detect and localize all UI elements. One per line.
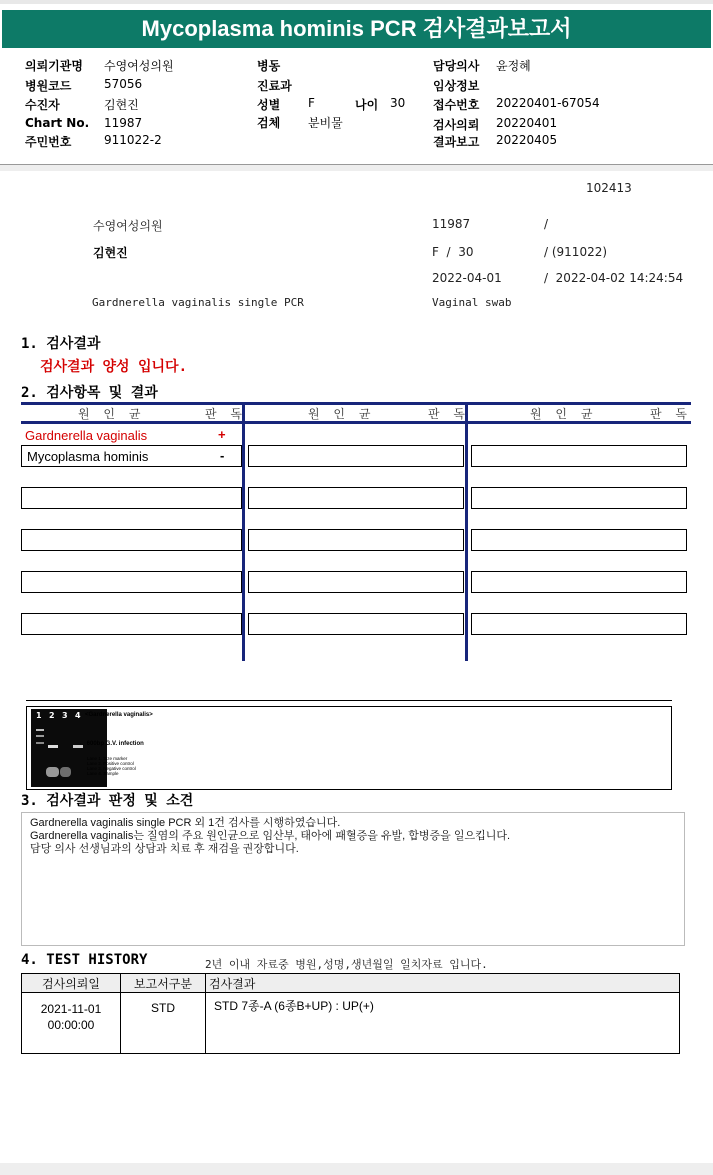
gel-band: [36, 735, 44, 737]
summary-birth: / (911022): [544, 245, 608, 259]
result-cell: [248, 613, 464, 635]
request-value: 20220401: [496, 116, 558, 130]
patient-label: 수진자: [25, 98, 60, 112]
pathogen-row-2-result: -: [220, 448, 225, 463]
report-code: 102413: [586, 181, 632, 195]
doctor-label: 담당의사: [433, 59, 480, 73]
history-date: 2021-11-01: [40, 1002, 102, 1016]
top-strip: [0, 0, 713, 4]
section3-title: 3. 검사결과 판정 및 소견: [21, 793, 194, 809]
hospital-code-value: 57056: [104, 77, 143, 91]
summary-clinic: 수영여성의원: [93, 219, 163, 233]
receipt-label: 접수번호: [433, 98, 480, 112]
section4-title: 4. TEST HISTORY: [21, 952, 148, 968]
doctor-value: 윤정혜: [496, 59, 531, 73]
col1-judgement-header: 판 독: [205, 407, 247, 421]
section2-title: 2. 검사항목 및 결과: [21, 385, 158, 401]
header-band: [0, 165, 713, 171]
patient-value: 김현진: [104, 98, 139, 112]
pathogen-row-2-name: Mycoplasma hominis: [27, 449, 149, 464]
gel-lane-3: 3: [62, 711, 68, 720]
gel-lane-2: 2: [49, 711, 55, 720]
request-label: 검사의뢰: [433, 118, 480, 132]
resident-label: 주민번호: [25, 135, 72, 149]
gel-band: [46, 767, 59, 777]
gel-legend-3: Lane 3. Negative control: [87, 766, 136, 771]
gel-lane-4: 4: [75, 711, 81, 720]
col2-judgement-header: 판 독: [428, 407, 470, 421]
history-col-date: 검사의뢰일: [22, 974, 121, 993]
column-divider-2: [465, 402, 468, 661]
summary-sex-age: F / 30: [432, 245, 474, 259]
report-label: 결과보고: [433, 135, 480, 149]
summary-slash: /: [544, 217, 549, 231]
history-col-result: 검사결과: [206, 974, 680, 993]
summary-chart: 11987: [432, 217, 471, 231]
hospital-code-label: 병원코드: [25, 79, 72, 93]
gel-band: [36, 729, 44, 731]
chart-label: Chart No.: [25, 116, 90, 130]
age-value: 30: [390, 96, 406, 110]
ward-label: 병동: [257, 59, 281, 73]
result-cell: [248, 487, 464, 509]
institution-value: 수영여성의원: [104, 59, 174, 73]
opinion-line-2: Gardnerella vaginalis는 질염의 주요 원인균으로 임산부, 태아에 패혈증을 유발, 합병증을 일으킵니다.: [30, 830, 511, 842]
report-value: 20220405: [496, 133, 558, 147]
gel-legend-4: Lane 4. Sample: [87, 771, 119, 776]
history-table: [21, 973, 680, 1054]
summary-date2: / 2022-04-02 14:24:54: [544, 271, 684, 285]
summary-test: Gardnerella vaginalis single PCR: [92, 296, 304, 309]
history-time: 00:00:00: [47, 1018, 95, 1032]
col2-pathogen-header: 원 인 균: [308, 407, 376, 421]
footer-strip: [0, 1163, 713, 1175]
sex-label: 성별: [257, 98, 281, 112]
summary-date1: 2022-04-01: [432, 271, 502, 285]
result-cell: [21, 571, 242, 593]
history-type: STD: [121, 993, 206, 1054]
clinical-label: 임상정보: [433, 79, 480, 93]
result-cell: [248, 529, 464, 551]
result-cell: [21, 613, 242, 635]
gel-title: <Gardnerella vaginalis>: [85, 712, 153, 718]
chart-value: 11987: [104, 116, 143, 130]
specimen-label: 검체: [257, 116, 281, 130]
gel-band: [36, 742, 44, 744]
history-col-type: 보고서구분: [121, 974, 206, 993]
result-cell: [471, 613, 687, 635]
gel-band: [60, 767, 71, 777]
institution-label: 의뢰기관명: [25, 59, 83, 73]
opinion-box: [21, 812, 685, 946]
report-title: Mycoplasma hominis PCR 검사결과보고서: [2, 10, 711, 48]
result-positive: 검사결과 양성 입니다.: [40, 359, 188, 375]
result-cell: [248, 571, 464, 593]
history-date-cell: [22, 993, 121, 1054]
result-cell: [471, 571, 687, 593]
gel-image-frame: [26, 706, 672, 790]
history-result: STD 7종-A (6종B+UP) : UP(+): [206, 993, 680, 1054]
summary-specimen: Vaginal swab: [432, 296, 512, 309]
result-cell: [248, 445, 464, 467]
table-row: [22, 993, 680, 1054]
result-cell: [471, 445, 687, 467]
gel-lane-1: 1: [36, 711, 42, 720]
gel-band-label: ← 600bp G.V. infection: [79, 741, 144, 747]
gel-legend-2: Lane 2. Positive control: [87, 761, 134, 766]
age-label: 나이: [355, 98, 379, 112]
summary-name: 김현진: [93, 246, 128, 260]
receipt-value: 20220401-67054: [496, 96, 600, 110]
col3-judgement-header: 판 독: [650, 407, 692, 421]
gel-top-rule: [26, 700, 672, 701]
history-note: 2년 이내 자료중 병원,성명,생년월일 일치자료 입니다.: [205, 958, 488, 971]
pathogen-row-1-result: +: [218, 427, 226, 442]
result-cell: [471, 487, 687, 509]
opinion-line-1: Gardnerella vaginalis single PCR 외 1건 검사를 시행하였습니다.: [30, 817, 341, 829]
resident-value: 911022-2: [104, 133, 162, 147]
opinion-line-3: 담당 의사 선생님과의 상담과 치료 후 재검을 권장합니다.: [30, 843, 299, 855]
sex-value: F: [308, 96, 315, 110]
col1-pathogen-header: 원 인 균: [78, 407, 146, 421]
result-cell: [21, 487, 242, 509]
section1-title: 1. 검사결과: [21, 336, 101, 352]
gel-band: [48, 745, 58, 748]
column-divider-1: [242, 402, 245, 661]
gel-legend-1: Lane 1. Size marker: [87, 756, 128, 761]
result-cell: [471, 529, 687, 551]
dept-label: 진료과: [257, 79, 292, 93]
col3-pathogen-header: 원 인 균: [530, 407, 598, 421]
specimen-value: 분비물: [308, 116, 343, 130]
history-header-row: [22, 974, 680, 993]
result-cell: [21, 529, 242, 551]
pathogen-row-1-name: Gardnerella vaginalis: [25, 428, 148, 443]
